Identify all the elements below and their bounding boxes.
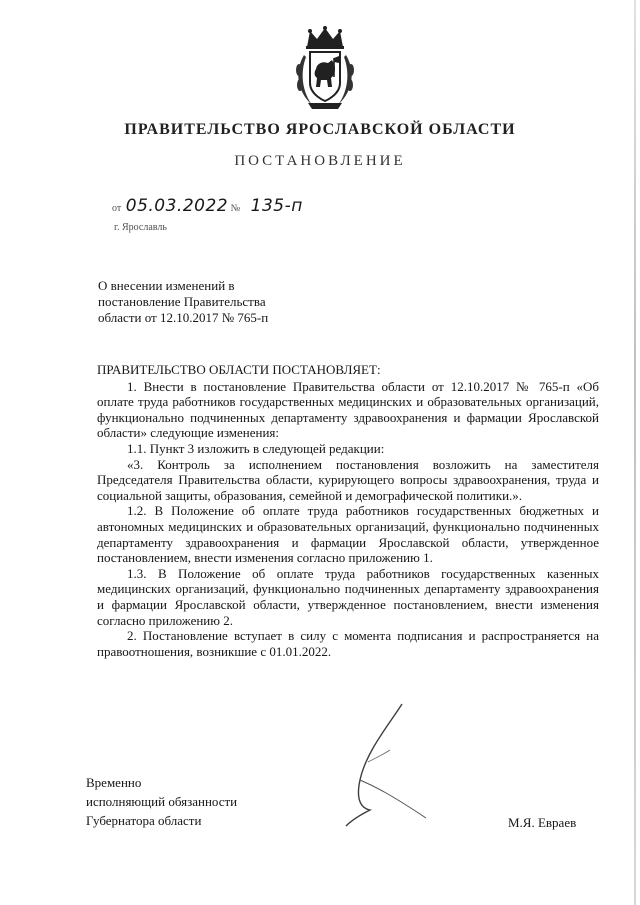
position-line: Губернатора области <box>86 813 202 828</box>
handwritten-signature <box>330 700 440 830</box>
paragraph-1-1: 1.1. Пункт 3 изложить в следующей редакции: <box>127 440 385 456</box>
paragraph-1-2: 1.2. В Положение об оплате труда работников государственных бюджетных и автономных медицинских и образовательных организаций, функционально подчиненных департаменту здравоохранения и фармации Ярославской области, утвержденное постановлением, внести изменения согласно приложению 1. <box>97 503 599 566</box>
paragraph-2: 2. Постановление вступает в силу с момента подписания и распространяется на правоотношения, возникшие с 01.01.2022. <box>97 628 599 659</box>
subject-line: О внесении изменений в <box>98 278 235 293</box>
subject-line: постановление Правительства <box>98 294 266 309</box>
document-type: ПОСТАНОВЛЕНИЕ <box>234 153 406 169</box>
handwritten-date: 05.03.2022 <box>125 196 229 216</box>
position-line: Временно <box>86 775 142 790</box>
signatory-position <box>86 773 237 830</box>
document-subject <box>98 278 268 326</box>
date-number-line <box>112 196 303 216</box>
government-title: ПРАВИТЕЛЬСТВО ЯРОСЛАВСКОЙ ОБЛАСТИ <box>124 121 516 138</box>
coat-of-arms-icon <box>290 25 360 113</box>
date-prefix: от <box>112 203 122 214</box>
paragraph-1-3: 1.3. В Положение об оплате труда работников государственных казенных медицинских организаций, функционально подчиненных департаменту здравоохранения и фармации Ярославской области, утвержденное постановлением, внести изменения согласно приложению 2. <box>97 565 599 628</box>
paragraph-1: 1. Внести в постановление Правительства области от 12.10.2017 № 765-п «Об оплате труда работников государственных медицинских и образовательных организаций, функционально подчиненных департаменту здравоохранения и фармации Ярославской области» следующие изменения: <box>97 378 599 441</box>
resolution-heading: ПРАВИТЕЛЬСТВО ОБЛАСТИ ПОСТАНОВЛЯЕТ: <box>97 362 381 377</box>
position-line: исполняющий обязанности <box>86 794 238 809</box>
subject-line: области от 12.10.2017 № 765-п <box>98 310 269 325</box>
document-body <box>97 362 599 659</box>
signatory-name: М.Я. Евраев <box>508 815 577 830</box>
handwritten-number: 135-п <box>250 196 303 216</box>
city: г. Ярославль <box>114 222 167 233</box>
number-prefix: № <box>230 203 241 214</box>
paragraph-quote: «3. Контроль за исполнением постановления возложить на заместителя Председателя Правительства области, курирующего вопросы здравоохранения, труда и социальной защиты, образования, семейной и демографической политики.». <box>97 456 599 503</box>
